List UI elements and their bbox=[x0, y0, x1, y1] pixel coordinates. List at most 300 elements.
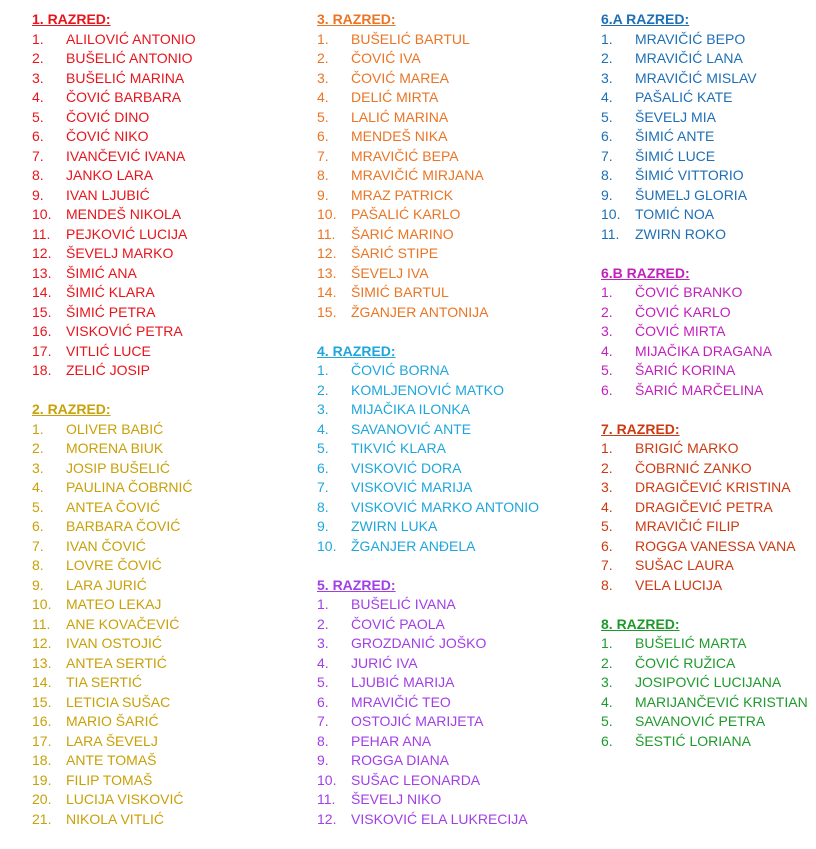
student-name: MRAVIČIĆ MIRJANA bbox=[351, 167, 484, 183]
row-number: 1. bbox=[601, 440, 613, 456]
row-number: 12. bbox=[32, 635, 52, 651]
row-number: 2. bbox=[601, 654, 613, 671]
student-row bbox=[32, 615, 292, 635]
row-number: 13. bbox=[32, 264, 52, 281]
student-row bbox=[317, 108, 577, 128]
column-1 bbox=[32, 10, 292, 849]
row-number: 16. bbox=[32, 713, 52, 729]
student-row bbox=[32, 576, 292, 596]
row-number: 15. bbox=[32, 303, 52, 320]
student-row bbox=[317, 810, 577, 830]
student-row bbox=[32, 49, 292, 69]
student-name: IVAN ČOVIĆ bbox=[66, 537, 146, 554]
student-name: BARBARA ČOVIĆ bbox=[66, 518, 181, 534]
row-number: 5. bbox=[32, 108, 44, 125]
student-row bbox=[32, 127, 292, 147]
student-row bbox=[601, 49, 816, 69]
row-number: 4. bbox=[32, 89, 44, 105]
student-name: ČOVIĆ IVA bbox=[351, 50, 421, 66]
student-row bbox=[32, 108, 292, 128]
student-name: ŠEVELJ IVA bbox=[351, 264, 429, 281]
row-number: 6. bbox=[317, 693, 329, 710]
student-name: VELA LUCIJA bbox=[635, 576, 723, 593]
student-name: ČOVIĆ BARBARA bbox=[66, 89, 182, 105]
student-row bbox=[601, 693, 816, 713]
student-row bbox=[32, 264, 292, 284]
row-number: 6. bbox=[32, 128, 44, 144]
student-name: OSTOJIĆ MARIJETA bbox=[351, 713, 484, 729]
student-name: MRAVIČIĆ BEPA bbox=[351, 147, 459, 164]
class-heading: 6.A RAZRED: bbox=[601, 11, 690, 27]
column-2 bbox=[317, 10, 577, 849]
student-name: VISKOVIĆ DORA bbox=[351, 459, 462, 476]
student-name: ROGGA DIANA bbox=[351, 752, 450, 768]
student-name: ŠIMIĆ KLARA bbox=[66, 284, 155, 300]
student-name: ČOVIĆ PAOLA bbox=[351, 615, 445, 632]
row-number: 5. bbox=[317, 108, 329, 125]
student-name: MRAVIČIĆ TEO bbox=[351, 693, 451, 710]
row-number: 3. bbox=[317, 635, 329, 651]
student-row bbox=[317, 400, 577, 420]
row-number: 7. bbox=[317, 713, 329, 729]
row-number: 9. bbox=[317, 186, 329, 203]
student-name: ŠUMELJ GLORIA bbox=[635, 186, 748, 203]
student-row bbox=[32, 634, 292, 654]
student-name: MRAVIČIĆ LANA bbox=[635, 50, 743, 66]
student-name: MRAVIČIĆ BEPO bbox=[635, 30, 746, 47]
student-name: SAVANOVIĆ ANTE bbox=[351, 420, 472, 437]
student-row bbox=[601, 576, 816, 596]
row-number: 5. bbox=[317, 440, 329, 456]
student-name: ČOBRNIĆ ZANKO bbox=[635, 459, 752, 476]
student-row bbox=[32, 69, 292, 89]
class-section bbox=[601, 615, 816, 752]
student-name: ŠEVELJ NIKO bbox=[351, 791, 442, 807]
student-name: LOVRE ČOVIĆ bbox=[66, 557, 162, 573]
student-row bbox=[601, 556, 816, 576]
student-row bbox=[601, 517, 816, 537]
student-row bbox=[32, 537, 292, 557]
student-name: LETICIA SUŠAC bbox=[66, 693, 171, 710]
student-name: KOMLJENOVIĆ MATKO bbox=[351, 381, 504, 398]
student-name: PEHAR ANA bbox=[351, 732, 432, 749]
student-row bbox=[601, 88, 816, 108]
row-number: 18. bbox=[32, 362, 52, 378]
row-number: 4. bbox=[601, 89, 613, 105]
student-name: ANE KOVAČEVIĆ bbox=[66, 615, 180, 632]
student-row bbox=[601, 439, 816, 459]
student-name: MARIJANČEVIĆ KRISTIAN bbox=[635, 693, 808, 710]
row-number: 13. bbox=[317, 264, 337, 281]
student-name: PAŠALIĆ KATE bbox=[635, 89, 733, 105]
student-row bbox=[601, 147, 816, 167]
student-name: ŠEVELJ MIA bbox=[635, 108, 716, 125]
student-name: ČOVIĆ BORNA bbox=[351, 362, 450, 378]
student-row bbox=[32, 303, 292, 323]
student-row bbox=[317, 264, 577, 284]
row-number: 3. bbox=[32, 69, 44, 86]
student-row bbox=[32, 595, 292, 615]
student-row bbox=[601, 69, 816, 89]
student-row bbox=[317, 732, 577, 752]
student-row bbox=[601, 166, 816, 186]
student-name: ŠIMIĆ PETRA bbox=[66, 303, 156, 320]
row-number: 8. bbox=[317, 498, 329, 515]
student-row bbox=[317, 225, 577, 245]
student-row bbox=[317, 517, 577, 537]
row-number: 7. bbox=[32, 147, 44, 164]
student-row bbox=[317, 654, 577, 674]
row-number: 10. bbox=[317, 537, 337, 554]
student-row bbox=[32, 654, 292, 674]
row-number: 6. bbox=[601, 732, 613, 749]
student-row bbox=[601, 459, 816, 479]
row-number: 8. bbox=[317, 732, 329, 749]
row-number: 5. bbox=[601, 108, 613, 125]
row-number: 7. bbox=[32, 537, 44, 554]
row-number: 12. bbox=[32, 245, 52, 261]
row-number: 3. bbox=[601, 674, 613, 690]
row-number: 6. bbox=[317, 128, 329, 144]
student-name: VISKOVIĆ ELA LUKRECIJA bbox=[351, 810, 528, 827]
row-number: 8. bbox=[317, 167, 329, 183]
row-number: 1. bbox=[317, 362, 329, 378]
student-name: DRAGIČEVIĆ KRISTINA bbox=[635, 479, 791, 495]
row-number: 6. bbox=[601, 128, 613, 144]
student-row bbox=[317, 615, 577, 635]
student-name: TIA SERTIĆ bbox=[66, 674, 142, 690]
row-number: 2. bbox=[317, 50, 329, 66]
row-number: 1. bbox=[317, 596, 329, 612]
student-name: ŠIMIĆ ANA bbox=[66, 264, 137, 281]
student-name: JOSIP BUŠELIĆ bbox=[66, 459, 171, 476]
row-number: 2. bbox=[601, 50, 613, 66]
student-row bbox=[317, 439, 577, 459]
student-name: PEJKOVIĆ LUCIJA bbox=[66, 225, 188, 242]
row-number: 2. bbox=[317, 381, 329, 398]
student-name: ŠESTIĆ LORIANA bbox=[635, 732, 751, 749]
class-section bbox=[32, 400, 292, 829]
student-name: JANKO LARA bbox=[66, 167, 154, 183]
student-name: FILIP TOMAŠ bbox=[66, 771, 153, 788]
student-name: MIJAČIKA DRAGANA bbox=[635, 342, 772, 359]
student-name: LALIĆ MARINA bbox=[351, 108, 449, 125]
student-name: ŠARIĆ KORINA bbox=[635, 362, 736, 378]
row-number: 4. bbox=[601, 342, 613, 359]
student-name: IVANČEVIĆ IVANA bbox=[66, 147, 186, 164]
row-number: 4. bbox=[317, 89, 329, 105]
student-row bbox=[317, 478, 577, 498]
student-name: ČOVIĆ DINO bbox=[66, 108, 150, 125]
row-number: 1. bbox=[317, 30, 329, 47]
row-number: 1. bbox=[601, 284, 613, 300]
student-row bbox=[32, 186, 292, 206]
student-row bbox=[32, 342, 292, 362]
student-row bbox=[32, 322, 292, 342]
student-row bbox=[32, 751, 292, 771]
student-name: ZWIRN ROKO bbox=[635, 225, 726, 242]
student-name: ROGGA VANESSA VANA bbox=[635, 537, 796, 554]
student-row bbox=[317, 49, 577, 69]
student-name: MRAVIČIĆ FILIP bbox=[635, 518, 740, 534]
student-row bbox=[317, 751, 577, 771]
student-row bbox=[32, 459, 292, 479]
row-number: 2. bbox=[32, 50, 44, 66]
row-number: 10. bbox=[317, 771, 337, 788]
row-number: 9. bbox=[317, 518, 329, 534]
student-row bbox=[32, 478, 292, 498]
class-heading: 1. RAZRED: bbox=[32, 11, 111, 27]
student-row bbox=[317, 166, 577, 186]
student-row bbox=[317, 790, 577, 810]
student-name: NIKOLA VITLIĆ bbox=[66, 810, 165, 827]
row-number: 10. bbox=[601, 206, 621, 222]
student-name: SUŠAC LAURA bbox=[635, 557, 734, 573]
student-row bbox=[32, 498, 292, 518]
row-number: 8. bbox=[601, 576, 613, 593]
row-number: 3. bbox=[601, 479, 613, 495]
row-number: 6. bbox=[601, 537, 613, 554]
row-number: 9. bbox=[32, 576, 44, 593]
class-section bbox=[317, 576, 577, 830]
row-number: 17. bbox=[32, 342, 52, 359]
student-row bbox=[32, 244, 292, 264]
row-number: 15. bbox=[317, 303, 337, 320]
row-number: 3. bbox=[32, 459, 44, 476]
row-number: 11. bbox=[317, 791, 336, 807]
student-row bbox=[317, 127, 577, 147]
student-row bbox=[317, 361, 577, 381]
student-row bbox=[317, 69, 577, 89]
student-row bbox=[601, 322, 816, 342]
row-number: 6. bbox=[32, 518, 44, 534]
student-name: DELIĆ MIRTA bbox=[351, 89, 439, 105]
student-row bbox=[317, 244, 577, 264]
student-row bbox=[601, 361, 816, 381]
student-name: ŽGANJER ANTONIJA bbox=[351, 303, 489, 320]
row-number: 1. bbox=[601, 635, 613, 651]
student-row bbox=[601, 732, 816, 752]
row-number: 2. bbox=[601, 459, 613, 476]
row-number: 3. bbox=[317, 69, 329, 86]
student-name: LJUBIĆ MARIJA bbox=[351, 674, 455, 690]
student-name: TOMIĆ NOA bbox=[635, 206, 715, 222]
row-number: 7. bbox=[317, 479, 329, 495]
student-row bbox=[32, 88, 292, 108]
row-number: 1. bbox=[32, 30, 44, 47]
student-name: PAŠALIĆ KARLO bbox=[351, 206, 461, 222]
student-name: ANTE TOMAŠ bbox=[66, 752, 157, 768]
student-name: ANTEA ČOVIĆ bbox=[66, 498, 161, 515]
student-name: BUŠELIĆ BARTUL bbox=[351, 30, 470, 47]
student-row bbox=[601, 108, 816, 128]
student-row bbox=[601, 283, 816, 303]
student-name: ŠIMIĆ VITTORIO bbox=[635, 167, 744, 183]
student-name: ČOVIĆ MAREA bbox=[351, 69, 450, 86]
student-row bbox=[601, 342, 816, 362]
student-name: MATEO LEKAJ bbox=[66, 596, 162, 612]
row-number: 10. bbox=[32, 596, 52, 612]
row-number: 8. bbox=[32, 557, 44, 573]
student-name: ŠIMIĆ ANTE bbox=[635, 128, 715, 144]
student-row bbox=[32, 205, 292, 225]
class-section bbox=[601, 10, 816, 244]
row-number: 14. bbox=[32, 284, 52, 300]
row-number: 4. bbox=[601, 693, 613, 710]
student-name: ČOVIĆ NIKO bbox=[66, 128, 149, 144]
row-number: 2. bbox=[317, 615, 329, 632]
student-row bbox=[601, 381, 816, 401]
student-row bbox=[317, 205, 577, 225]
row-number: 4. bbox=[317, 654, 329, 671]
student-row bbox=[601, 712, 816, 732]
student-row bbox=[32, 810, 292, 830]
student-row bbox=[317, 771, 577, 791]
student-name: VITLIĆ LUCE bbox=[66, 342, 151, 359]
student-name: ČOVIĆ MIRTA bbox=[635, 323, 726, 339]
student-name: SUŠAC LEONARDA bbox=[351, 771, 481, 788]
row-number: 2. bbox=[32, 440, 44, 456]
student-name: OLIVER BABIĆ bbox=[66, 420, 164, 437]
student-name: DRAGIČEVIĆ PETRA bbox=[635, 498, 773, 515]
student-name: PAULINA ČOBRNIĆ bbox=[66, 479, 193, 495]
student-row bbox=[317, 693, 577, 713]
student-name: ŠIMIĆ LUCE bbox=[635, 147, 716, 164]
student-row bbox=[32, 30, 292, 50]
row-number: 3. bbox=[601, 69, 613, 86]
student-row bbox=[317, 303, 577, 323]
student-name: TIKVIĆ KLARA bbox=[351, 440, 446, 456]
student-name: MIJAČIKA ILONKA bbox=[351, 401, 471, 417]
student-row bbox=[32, 225, 292, 245]
row-number: 15. bbox=[32, 693, 52, 710]
student-name: MENDEŠ NIKA bbox=[351, 128, 448, 144]
row-number: 13. bbox=[32, 654, 52, 671]
student-row bbox=[32, 771, 292, 791]
student-row bbox=[317, 147, 577, 167]
row-number: 1. bbox=[32, 420, 44, 437]
class-section bbox=[317, 342, 577, 557]
student-name: LUCIJA VISKOVIĆ bbox=[66, 791, 184, 807]
student-row bbox=[32, 439, 292, 459]
student-row bbox=[32, 790, 292, 810]
row-number: 14. bbox=[32, 674, 52, 690]
class-heading: 7. RAZRED: bbox=[601, 420, 680, 437]
row-number: 3. bbox=[601, 323, 613, 339]
row-number: 11. bbox=[32, 615, 51, 632]
student-row bbox=[32, 732, 292, 752]
row-number: 16. bbox=[32, 323, 52, 339]
row-number: 21. bbox=[32, 810, 52, 827]
student-row bbox=[317, 88, 577, 108]
class-heading: 6.B RAZRED: bbox=[601, 264, 690, 281]
row-number: 20. bbox=[32, 791, 52, 807]
student-name: MORENA BIUK bbox=[66, 440, 164, 456]
row-number: 9. bbox=[317, 752, 329, 768]
student-name: ŠEVELJ MARKO bbox=[66, 245, 174, 261]
student-name: ŽGANJER ANĐELA bbox=[351, 537, 476, 554]
row-number: 2. bbox=[601, 303, 613, 320]
student-row bbox=[601, 673, 816, 693]
student-name: MRAZ PATRICK bbox=[351, 186, 454, 203]
row-number: 10. bbox=[32, 206, 52, 222]
student-row bbox=[601, 537, 816, 557]
row-number: 19. bbox=[32, 771, 52, 788]
row-number: 5. bbox=[601, 518, 613, 534]
student-row bbox=[601, 205, 816, 225]
student-name: BUŠELIĆ MARINA bbox=[66, 69, 185, 86]
student-name: JURIĆ IVA bbox=[351, 654, 418, 671]
row-number: 18. bbox=[32, 752, 52, 768]
student-row bbox=[317, 595, 577, 615]
row-number: 11. bbox=[601, 225, 620, 242]
class-heading: 3. RAZRED: bbox=[317, 11, 396, 27]
student-row bbox=[32, 693, 292, 713]
student-row bbox=[317, 186, 577, 206]
student-name: VISKOVIĆ MARIJA bbox=[351, 479, 473, 495]
student-row bbox=[317, 634, 577, 654]
student-name: MRAVIČIĆ MISLAV bbox=[635, 69, 757, 86]
row-number: 5. bbox=[601, 713, 613, 729]
row-number: 4. bbox=[32, 479, 44, 495]
student-row bbox=[317, 459, 577, 479]
class-heading: 5. RAZRED: bbox=[317, 576, 396, 593]
student-name: GROZDANIĆ JOŠKO bbox=[351, 635, 487, 651]
student-row bbox=[32, 420, 292, 440]
student-row bbox=[32, 556, 292, 576]
student-name: SAVANOVIĆ PETRA bbox=[635, 713, 766, 729]
student-name: VISKOVIĆ MARKO ANTONIO bbox=[351, 498, 540, 515]
student-name: VISKOVIĆ PETRA bbox=[66, 323, 183, 339]
student-name: ZELIĆ JOSIP bbox=[66, 362, 151, 378]
student-row bbox=[601, 654, 816, 674]
student-row bbox=[601, 30, 816, 50]
student-row bbox=[601, 186, 816, 206]
row-number: 1. bbox=[601, 30, 613, 47]
row-number: 6. bbox=[317, 459, 329, 476]
student-row bbox=[601, 478, 816, 498]
student-name: ČOVIĆ BRANKO bbox=[635, 284, 743, 300]
student-row bbox=[32, 283, 292, 303]
student-name: LARA JURIĆ bbox=[66, 576, 147, 593]
row-number: 8. bbox=[32, 167, 44, 183]
student-row bbox=[317, 498, 577, 518]
student-name: ČOVIĆ RUŽICA bbox=[635, 654, 736, 671]
student-name: JOSIPOVIĆ LUCIJANA bbox=[635, 674, 782, 690]
student-row bbox=[317, 537, 577, 557]
student-row bbox=[601, 127, 816, 147]
student-row bbox=[317, 283, 577, 303]
student-name: BRIGIĆ MARKO bbox=[635, 440, 739, 456]
row-number: 5. bbox=[317, 674, 329, 690]
column-3 bbox=[601, 10, 816, 771]
student-name: BUŠELIĆ ANTONIO bbox=[66, 50, 193, 66]
row-number: 10. bbox=[317, 206, 337, 222]
student-row bbox=[317, 30, 577, 50]
student-row bbox=[601, 225, 816, 245]
student-row bbox=[32, 361, 292, 381]
student-name: IVAN OSTOJIĆ bbox=[66, 635, 162, 651]
student-row bbox=[32, 147, 292, 167]
student-row bbox=[601, 498, 816, 518]
student-row bbox=[32, 517, 292, 537]
class-heading: 8. RAZRED: bbox=[601, 615, 680, 632]
student-row bbox=[601, 303, 816, 323]
class-heading: 4. RAZRED: bbox=[317, 342, 396, 359]
row-number: 11. bbox=[32, 225, 51, 242]
row-number: 11. bbox=[317, 225, 336, 242]
student-name: ŠIMIĆ BARTUL bbox=[351, 284, 449, 300]
